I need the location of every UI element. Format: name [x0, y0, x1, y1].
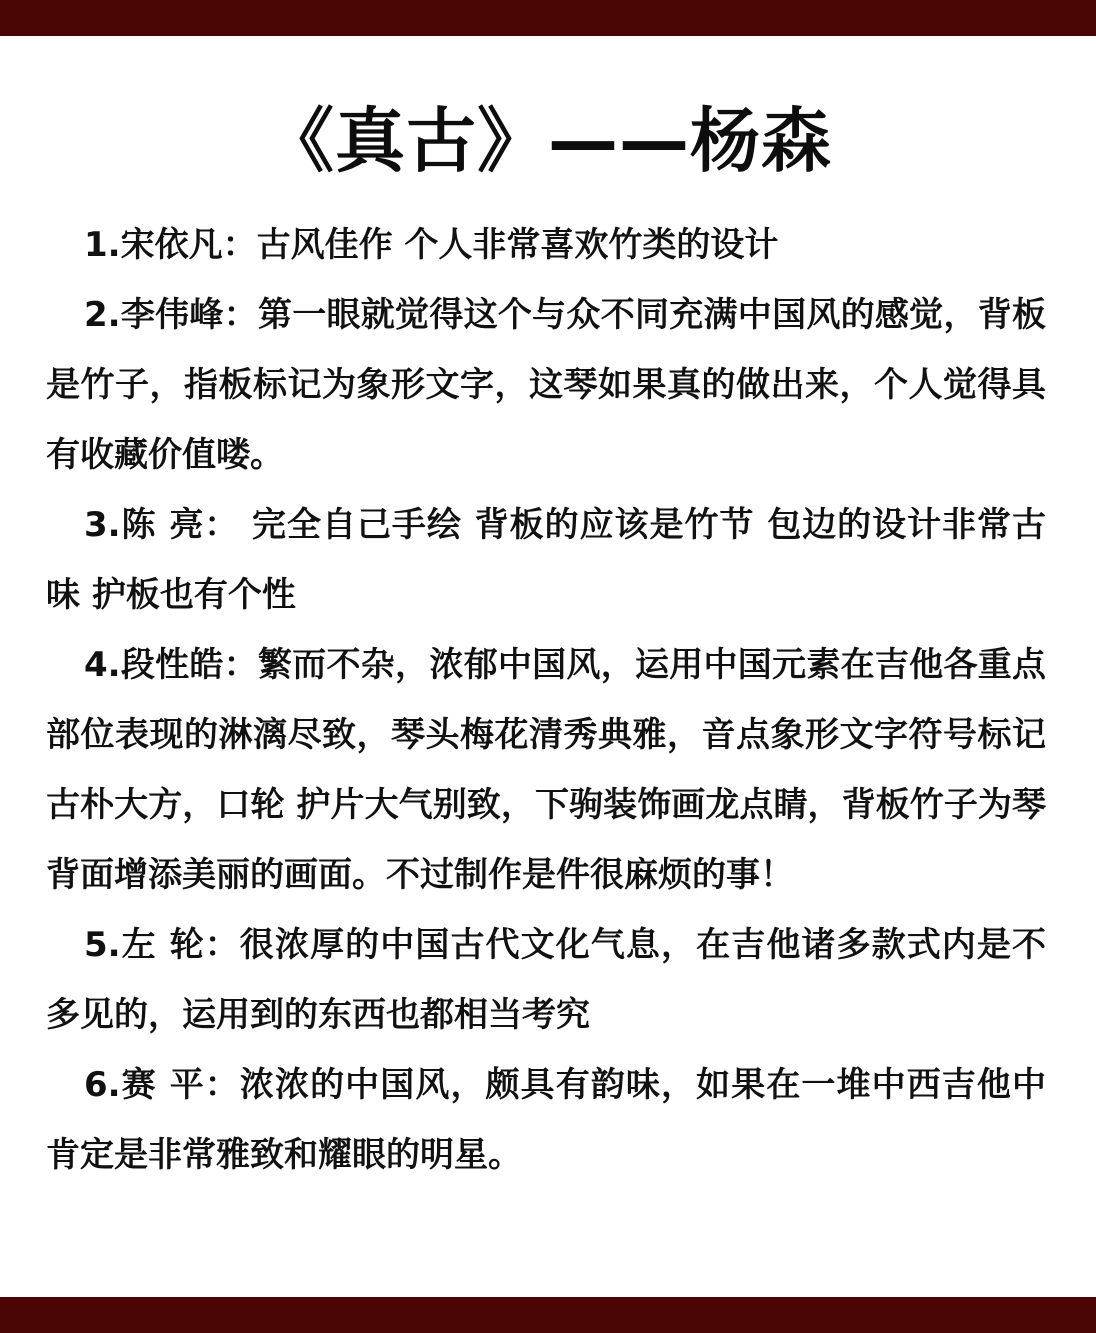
comment-item-4: 4.段性皓：繁而不杂，浓郁中国风，运用中国元素在吉他各重点部位表现的淋漓尽致，琴头梅花清秀典雅，音点象形文字符号标记古朴大方，口轮 护片大气别致，下驹装饰画龙点睛，背板竹子为琴背面增添美丽的画面。不过制作是件很麻烦的事！ — [46, 645, 1046, 895]
comment-item-2: 2.李伟峰：第一眼就觉得这个与众不同充满中国风的感觉，背板是竹子，指板标记为象形文字，这琴如果真的做出来，个人觉得具有收藏价值喽。 — [46, 295, 1046, 475]
top-border-band — [0, 0, 1096, 36]
comment-item-1: 1.宋依凡：古风佳作 个人非常喜欢竹类的设计 — [84, 225, 779, 265]
bottom-border-band — [0, 1297, 1096, 1333]
comment-item-5: 5.左 轮：很浓厚的中国古代文化气息，在吉他诸多款式内是不多见的，运用到的东西也都相当考究 — [46, 925, 1046, 1035]
page-title: 《真古》——杨森 — [264, 100, 832, 182]
comment-item-3: 3.陈 亮： 完全自己手绘 背板的应该是竹节 包边的设计非常古味 护板也有个性 — [46, 505, 1046, 615]
comment-list — [46, 210, 1046, 1190]
comment-item-6: 6.赛 平：浓浓的中国风，颇具有韵味，如果在一堆中西吉他中 肯定是非常雅致和耀眼的明星。 — [46, 1065, 1046, 1175]
